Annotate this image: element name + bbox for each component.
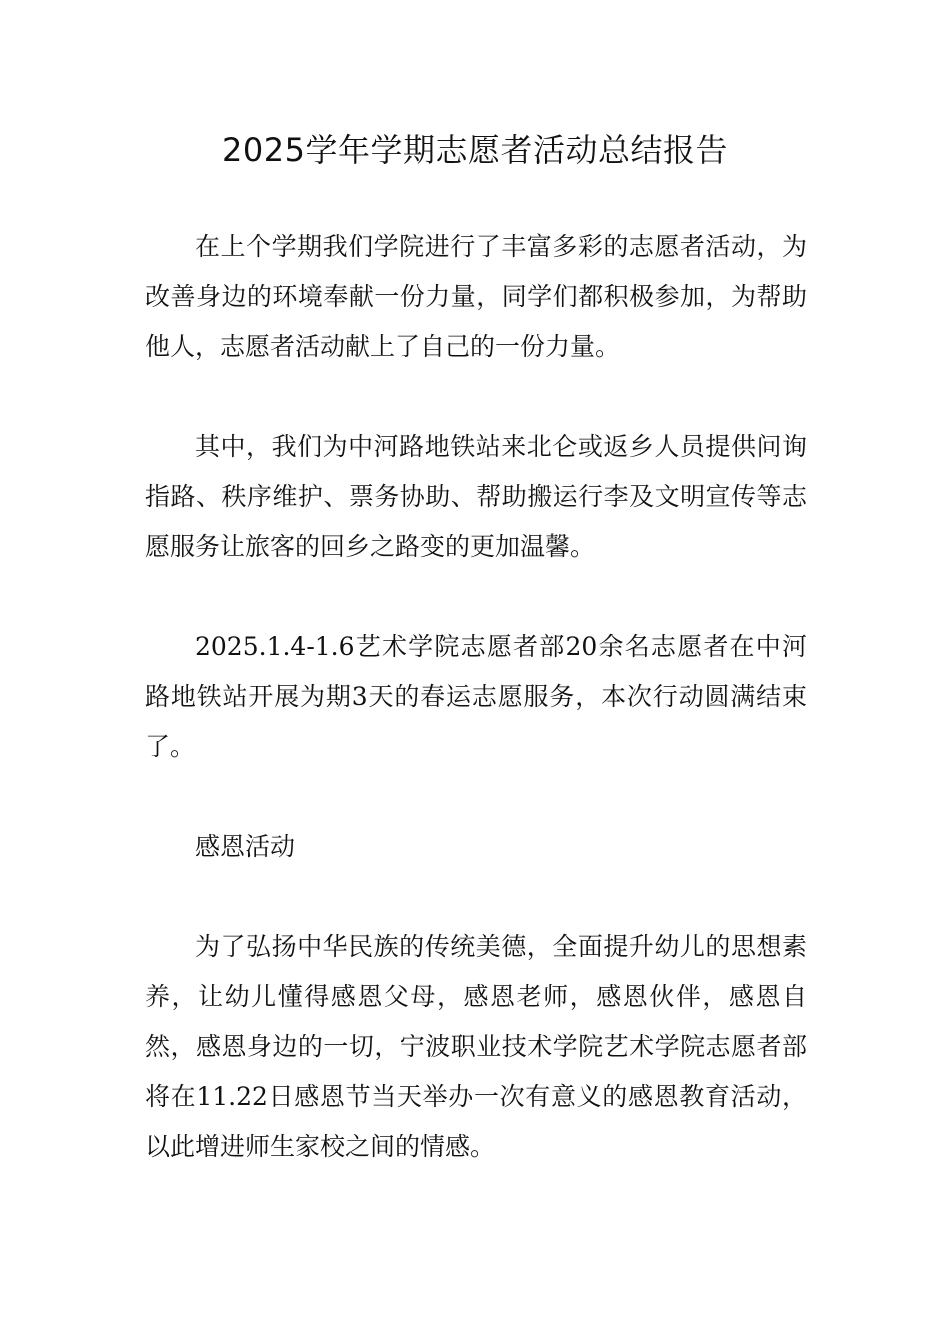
document-title: 2025学年学期志愿者活动总结报告 — [222, 131, 728, 169]
paragraph-metro-service: 其中，我们为中河路地铁站来北仑或返乡人员提供问询指路、秩序维护、票务协助、帮助搬运行李及文明宣传等志愿服务让旅客的回乡之路变的更加温馨。 — [145, 432, 807, 561]
paragraph-spring-festival-service: 2025.1.4-1.6艺术学院志愿者部20余名志愿者在中河路地铁站开展为期3天的春运志愿服务，本次行动圆满结束了。 — [145, 632, 807, 761]
paragraph-intro: 在上个学期我们学院进行了丰富多彩的志愿者活动，为改善身边的环境奉献一份力量，同学们都积极参加，为帮助他人，志愿者活动献上了自己的一份力量。 — [145, 232, 807, 361]
section-heading-gratitude: 感恩活动 — [195, 832, 296, 861]
paragraph-gratitude-activity: 为了弘扬中华民族的传统美德，全面提升幼儿的思想素养，让幼儿懂得感恩父母，感恩老师，感恩伙伴，感恩自然，感恩身边的一切，宁波职业技术学院艺术学院志愿者部将在11.22日感恩节当天举办一次有意义的感恩教育活动，以此增进师生家校之间的情感。 — [145, 932, 807, 1161]
